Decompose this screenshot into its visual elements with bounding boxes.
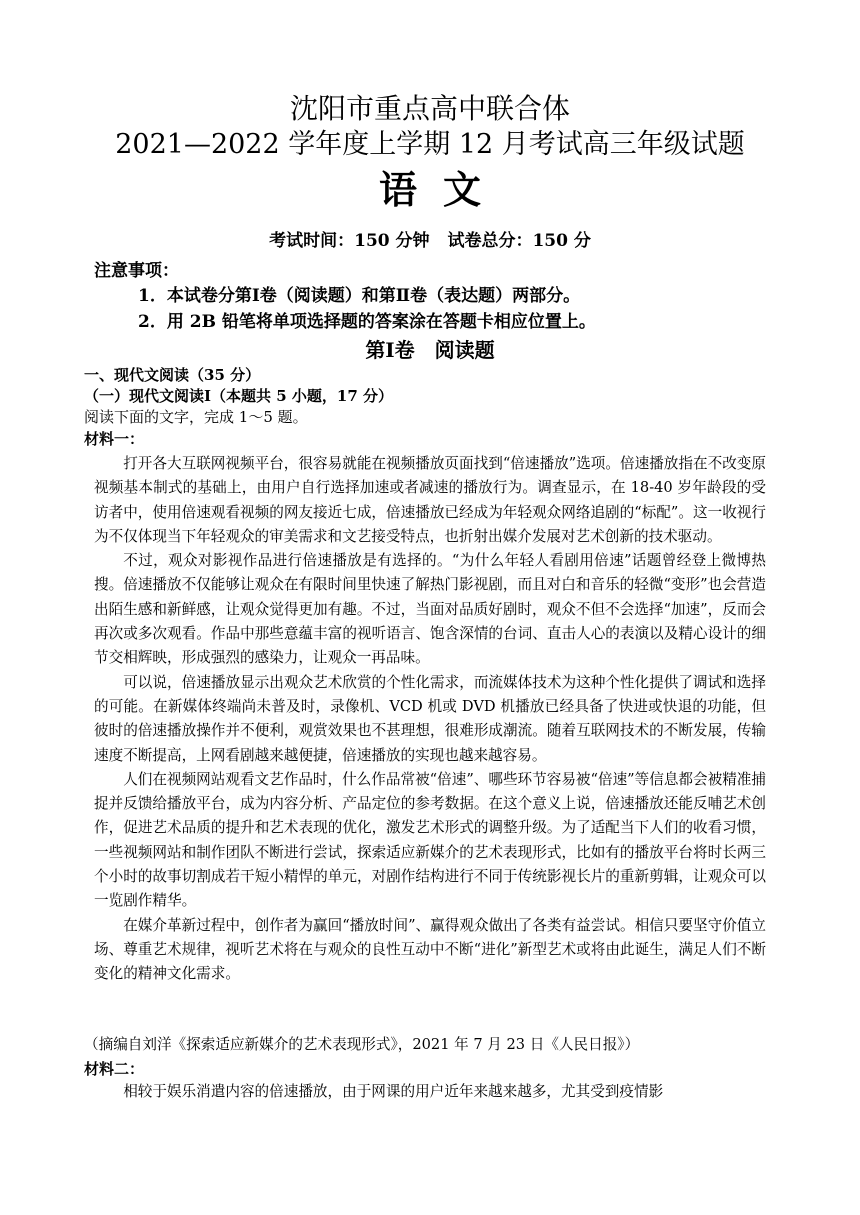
exam-time: 考试时间：150 分钟 bbox=[269, 231, 430, 251]
material-1-label: 材料一： bbox=[84, 430, 145, 448]
subject-title: 语文 bbox=[378, 167, 507, 212]
paragraph: 打开各大互联网视频平台，很容易就能在视频播放页面找到“倍速播放”选项。倍速播放指在不改变原视频基本制式的基础上，由用户自行选择加速或者减速的播放行为。调查显示，在 18-40 岁年龄段的受访者中，使用倍速观看视频的网友接近七成，倍速播放已经成为年轻观众网络追剧的“标配”。这一收视行为不仅体现当下年轻观众的审美需求和文艺接受特点，也折射出媒介发展对艺术创新的技术驱动。 bbox=[94, 455, 766, 545]
paragraph: 人们在视频网站观看文艺作品时，什么作品常被“倍速”、哪些环节容易被“倍速”等信息都会被精准捕捉并反馈给播放平台，成为内容分析、产品定位的参考数据。在这个意义上说，倍速播放还能反哺艺术创作，促进艺术品质的提升和艺术表现的优化，激发艺术形式的调整升级。为了适配当下人们的收看习惯，一些视频网站和制作团队不断进行尝试，探索适应新媒介的艺术表现形式，比如有的播放平台将时长两三个小时的故事切割成若干短小精悍的单元，对剧作结构进行不同于传统影视长片的重新剪辑，让观众可以一览剧作精华。 bbox=[94, 770, 766, 910]
section-instruction: 阅读下面的文字，完成 1～5 题。 bbox=[84, 408, 308, 426]
exam-info bbox=[0, 229, 860, 253]
paragraph: 相较于娱乐消遣内容的倍速播放，由于网课的用户近年来越来越多，尤其受到疫情影 bbox=[123, 1083, 664, 1100]
school-title: 沈阳市重点高中联合体 bbox=[289, 92, 570, 125]
material-1-source: （摘编自刘洋《探索适应新媒介的艺术表现形式》，2021 年 7 月 23 日《人民日报》） bbox=[84, 1036, 640, 1053]
exam-title: 2021—2022 学年度上学期 12 月考试高三年级试题 bbox=[115, 129, 745, 160]
notice-title: 注意事项： bbox=[94, 261, 179, 281]
exam-total-score: 试卷总分：150 分 bbox=[447, 231, 591, 251]
notice-item-1: 1．本试卷分第Ⅰ卷（阅读题）和第Ⅱ卷（表达题）两部分。 bbox=[138, 286, 581, 306]
paragraph: 不过，观众对影视作品进行倍速播放是有选择的。“为什么年轻人看剧用倍速”话题曾经登上微博热搜。倍速播放不仅能够让观众在有限时间里快速了解热门影视剧，而且对白和音乐的轻微“变形”也会营造出陌生感和新鲜感，让观众觉得更加有趣。不过，当面对品质好剧时，观众不但不会选择“加速”，反而会再次或多次观看。作品中那些意蕴丰富的视听语言、饱含深情的台词、直击人心的表演以及精心设计的细节交相辉映，形成强烈的感染力，让观众一再品味。 bbox=[94, 552, 766, 667]
section-subtitle: （一）现代文阅读Ⅰ（本题共 5 小题，17 分） bbox=[84, 387, 393, 405]
section-title: 一、现代文阅读（35 分） bbox=[84, 366, 261, 384]
volume-title: 第Ⅰ卷 阅读题 bbox=[365, 338, 495, 362]
paragraph: 在媒介革新过程中，创作者为赢回“播放时间”、赢得观众做出了各类有益尝试。相信只要坚守价值立场、尊重艺术规律，视听艺术将在与观众的良性互动中不断“进化”新型艺术或将由此诞生，满足人们不断变化的精神文化需求。 bbox=[94, 916, 766, 983]
material-1-body bbox=[94, 452, 766, 987]
material-2-body bbox=[94, 1080, 766, 1104]
notice-item-2: 2．用 2B 铅笔将单项选择题的答案涂在答题卡相应位置上。 bbox=[138, 312, 596, 332]
paragraph: 可以说，倍速播放显示出观众艺术欣赏的个性化需求，而流媒体技术为这种个性化提供了调试和选择的可能。在新媒体终端尚未普及时，录像机、VCD 机或 DVD 机播放已经具备了快进或快退的功能，但彼时的倍速播放操作并不便利，观赏效果也不甚理想，很难形成潮流。随着互联网技术的不断发展，传输速度不断提高，上网看剧越来越便捷，倍速播放的实现也越来越容易。 bbox=[94, 673, 766, 764]
material-2-label: 材料二： bbox=[84, 1060, 145, 1078]
